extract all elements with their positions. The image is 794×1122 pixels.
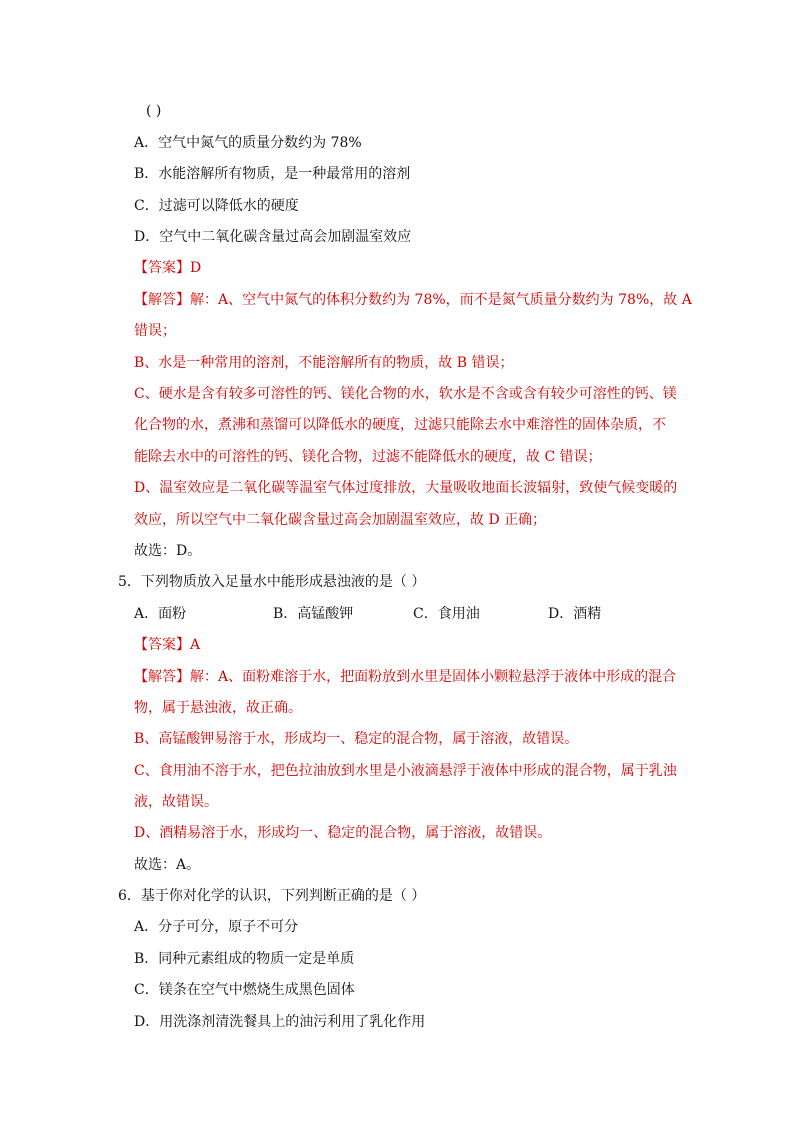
q4-analysis-line: 错误； xyxy=(134,323,176,339)
q4-option-a: A．空气中氮气的质量分数约为 78% xyxy=(134,135,362,151)
q5-option-c: C．食用油 xyxy=(413,606,480,622)
q5-stem: 5．下列物质放入足量水中能形成悬浊液的是（ ） xyxy=(118,574,426,590)
answer-label: 【答案】 xyxy=(134,637,190,653)
analysis-label: 【解答】 xyxy=(134,669,190,685)
q4-analysis-line: 能除去水中的可溶性的钙、镁化合物，过滤不能降低水的硬度，故 C 错误； xyxy=(134,449,602,465)
q6-option-d: D．用洗涤剂清洗餐具上的油污利用了乳化作用 xyxy=(134,1014,426,1030)
q5-option-b: B．高锰酸钾 xyxy=(273,606,354,622)
q6-stem: 6．基于你对化学的认识，下列判断正确的是（ ） xyxy=(118,888,426,904)
analysis-text: 解：A、空气中氮气的体积分数约为 78%，而不是氮气质量分数约为 78%，故 A xyxy=(190,292,692,308)
q5-conclusion: 故选：A。 xyxy=(134,857,201,873)
q4-conclusion: 故选：D。 xyxy=(134,543,202,559)
q4-analysis-line: B、水是一种常用的溶剂，不能溶解所有的物质，故 B 错误； xyxy=(134,355,514,371)
q4-answer xyxy=(134,258,201,278)
q5-analysis-line: D、酒精易溶于水，形成均一、稳定的混合物，属于溶液，故错误。 xyxy=(134,825,552,841)
q6-option-b: B．同种元素组成的物质一定是单质 xyxy=(134,951,355,967)
q4-analysis-line: 效应，所以空气中二氧化碳含量过高会加剧温室效应，故 D 正确； xyxy=(134,512,547,528)
q5-option-a: A．面粉 xyxy=(134,606,187,622)
q5-analysis-line xyxy=(134,667,676,687)
q4-option-c: C．过滤可以降低水的硬度 xyxy=(134,198,299,214)
q5-analysis-line: B、高锰酸钾易溶于水，形成均一、稳定的混合物，属于溶液，故错误。 xyxy=(134,731,579,747)
answer-paren: ( ) xyxy=(146,103,162,119)
q4-analysis-line: C、硬水是含有较多可溶性的钙、镁化合物的水，软水是不含或含有较少可溶性的钙、镁 xyxy=(134,386,677,402)
q4-analysis-line: 化合物的水，煮沸和蒸馏可以降低水的硬度，过滤只能除去水中难溶性的固体杂质，不 xyxy=(134,417,666,433)
q5-analysis-line: 物，属于悬浊液，故正确。 xyxy=(134,700,302,716)
analysis-text: 解：A、面粉难溶于水，把面粉放到水里是固体小颗粒悬浮于液体中形成的混合 xyxy=(190,669,677,685)
q4-analysis-line: D、温室效应是二氧化碳等温室气体过度排放，大量吸收地面长波辐射，致使气候变暖的 xyxy=(134,480,678,496)
q5-analysis-line: C、食用油不溶于水，把色拉油放到水里是小液滴悬浮于液体中形成的混合物，属于乳浊 xyxy=(134,763,677,779)
q6-option-a: A．分子可分，原子不可分 xyxy=(134,919,299,935)
q6-option-c: C．镁条在空气中燃烧生成黑色固体 xyxy=(134,982,355,998)
q5-answer xyxy=(134,635,200,655)
q5-analysis-line: 液，故错误。 xyxy=(134,794,218,810)
answer-label: 【答案】 xyxy=(134,260,190,276)
q4-option-b: B．水能溶解所有物质，是一种最常用的溶剂 xyxy=(134,166,411,182)
answer-value: A xyxy=(190,637,201,653)
q4-option-d: D．空气中二氧化碳含量过高会加剧温室效应 xyxy=(134,229,412,245)
q4-analysis-line xyxy=(134,290,692,310)
answer-value: D xyxy=(190,260,202,276)
q5-option-d: D．酒精 xyxy=(548,606,602,622)
analysis-label: 【解答】 xyxy=(134,292,190,308)
